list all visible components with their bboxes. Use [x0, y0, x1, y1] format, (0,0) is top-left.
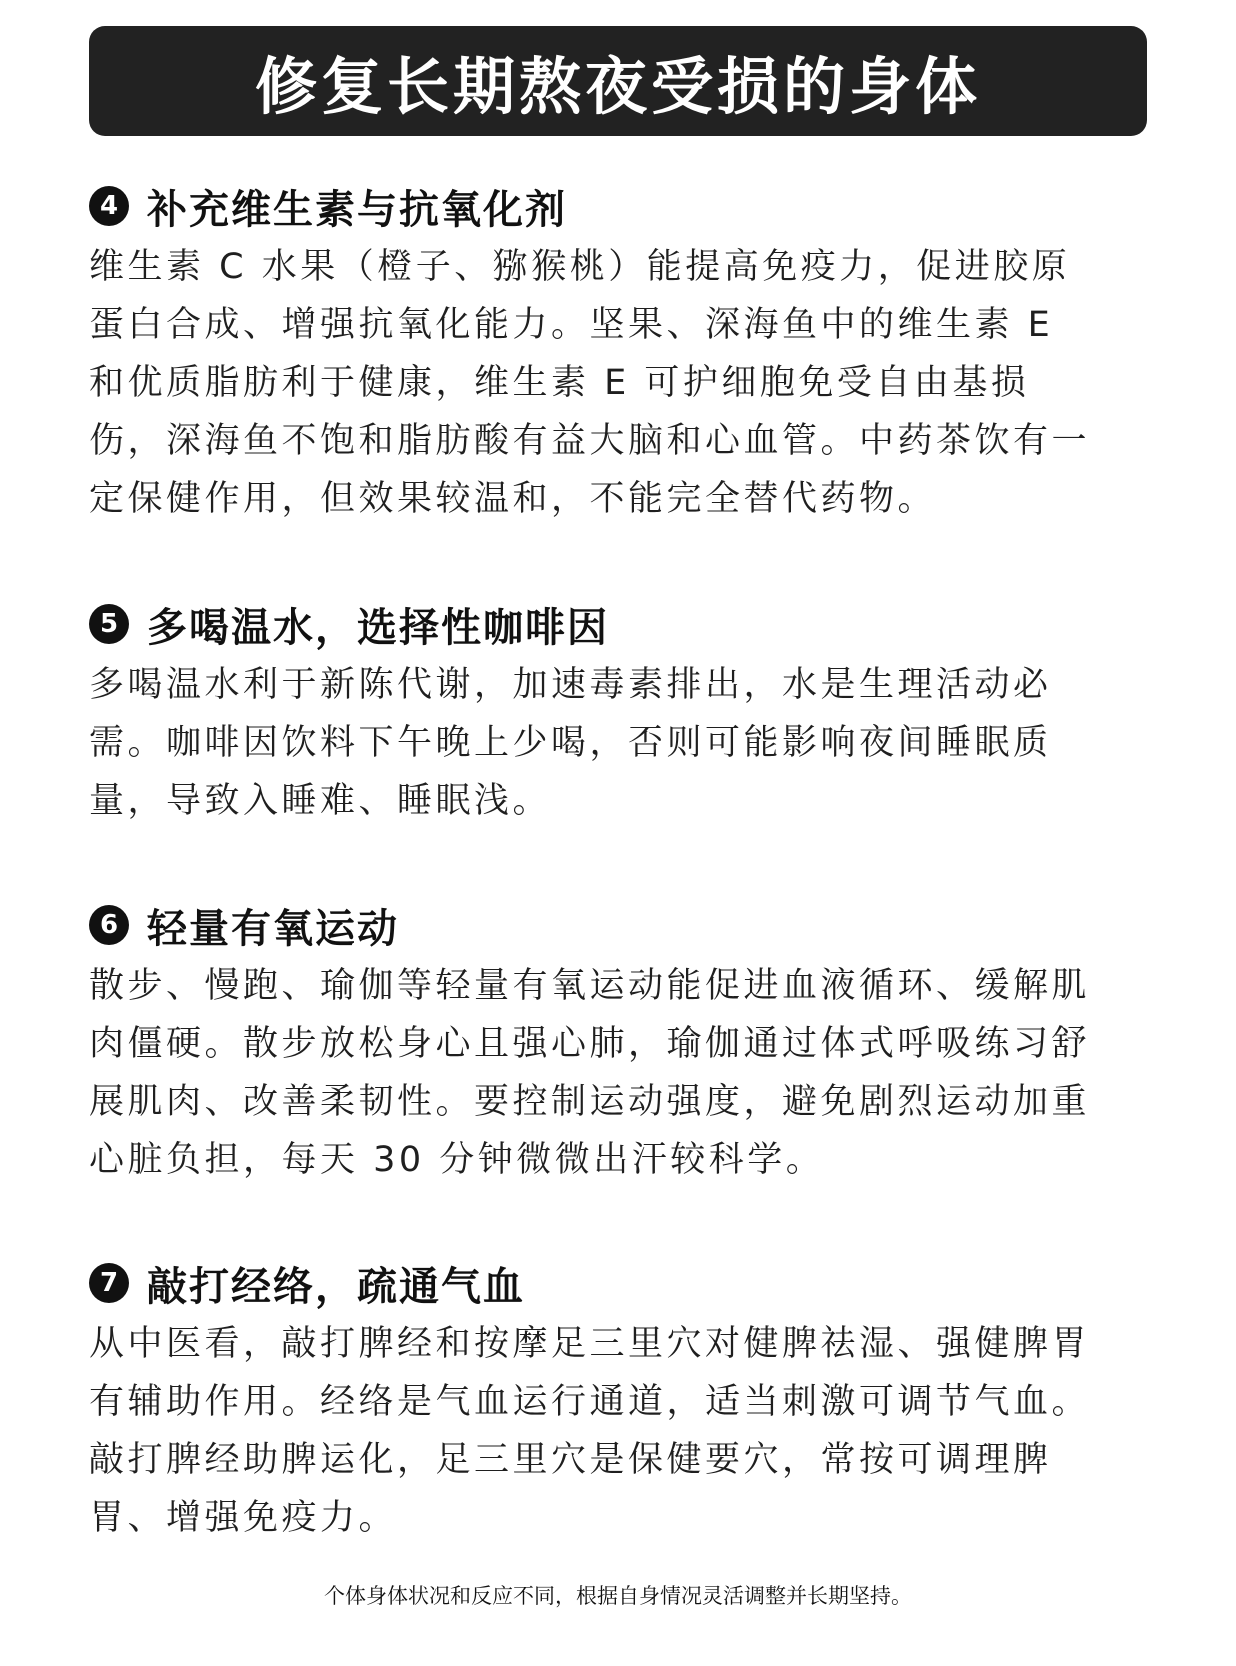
- paragraph-line: 心脏负担，每天 30 分钟微微出汗较科学。: [89, 1140, 825, 1180]
- section-title: 敲打经络，疏通气血: [147, 1263, 525, 1310]
- paragraph-line: 定保健作用，但效果较温和，不能完全替代药物。: [89, 479, 937, 519]
- paragraph-line: 展肌肉、改善柔韧性。要控制运动强度，避免剧烈运动加重: [89, 1082, 1091, 1122]
- paragraph-line: 敲打脾经助脾运化，足三里穴是保健要穴，常按可调理脾: [89, 1440, 1052, 1480]
- footer-note: 个体身体状况和反应不同，根据自身情况灵活调整并长期坚持。: [324, 1584, 912, 1608]
- page-title: 修复长期熬夜受损的身体: [254, 49, 981, 123]
- paragraph-line: 需。咖啡因饮料下午晚上少喝，否则可能影响夜间睡眠质: [89, 723, 1052, 763]
- section-heading: [89, 895, 1149, 955]
- paragraph-line: 有辅助作用。经络是气血运行通道，适当刺激可调节气血。: [89, 1382, 1091, 1422]
- section-heading: [89, 176, 1149, 236]
- section-title: 补充维生素与抗氧化剂: [147, 186, 567, 233]
- paragraph-line: 肉僵硬。散步放松身心且强心肺，瑜伽通过体式呼吸练习舒: [89, 1024, 1091, 1064]
- paragraph-line: 伤，深海鱼不饱和脂肪酸有益大脑和心血管。中药茶饮有一: [89, 421, 1091, 461]
- section-water: [89, 594, 1149, 830]
- section-heading: [89, 594, 1149, 654]
- number-badge: 5: [89, 604, 129, 644]
- section-vitamins: [89, 176, 1149, 528]
- section-title: 多喝温水，选择性咖啡因: [147, 604, 609, 651]
- number-badge: 6: [89, 905, 129, 945]
- section-title: 轻量有氧运动: [147, 905, 399, 952]
- paragraph-line: 胃、增强免疫力。: [89, 1498, 398, 1538]
- paragraph-line: 多喝温水利于新陈代谢，加速毒素排出，水是生理活动必: [89, 665, 1052, 705]
- section-exercise: [89, 895, 1149, 1189]
- section-meridians: [89, 1253, 1149, 1547]
- section-heading: [89, 1253, 1149, 1313]
- paragraph-line: 维生素 C 水果（橙子、猕猴桃）能提高免疫力，促进胶原: [89, 247, 1071, 287]
- number-badge: 4: [89, 186, 129, 226]
- title-banner: [89, 26, 1147, 136]
- paragraph-line: 蛋白合成、增强抗氧化能力。坚果、深海鱼中的维生素 E: [89, 305, 1054, 345]
- paragraph-line: 从中医看，敲打脾经和按摩足三里穴对健脾祛湿、强健脾胃: [89, 1324, 1091, 1364]
- number-badge: 7: [89, 1263, 129, 1303]
- paragraph-line: 散步、慢跑、瑜伽等轻量有氧运动能促进血液循环、缓解肌: [89, 966, 1091, 1006]
- paragraph-line: 量，导致入睡难、睡眠浅。: [89, 781, 552, 821]
- paragraph-line: 和优质脂肪利于健康，维生素 E 可护细胞免受自由基损: [89, 363, 1030, 403]
